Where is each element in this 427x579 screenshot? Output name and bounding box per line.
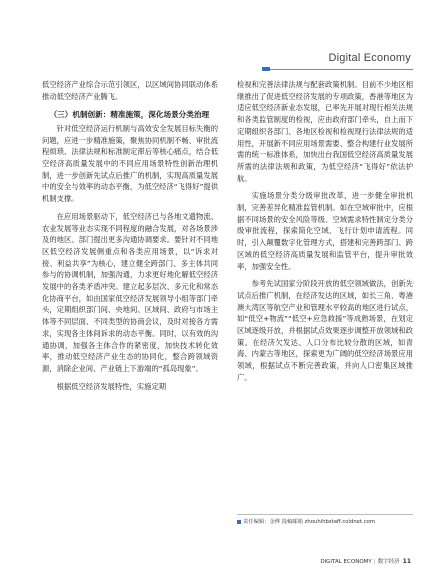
editor-text: 责任编辑：金烨 投稿邮箱 zhouhihbstaff.coidnet.com xyxy=(243,519,376,525)
square-icon xyxy=(237,520,241,524)
paragraph: 根据低空经济发展特性，实施定期 xyxy=(56,381,167,391)
section-heading: （三）机制创新：精准施策，深化场景分类治理 xyxy=(49,110,210,120)
header-rule xyxy=(262,69,413,70)
paragraph-intro: 低空经济产业综合示范引领区，以区域间协同联动体系推动低空经济产业腾飞。 xyxy=(42,80,218,101)
paragraph: 在应用场景驱动下，低空经济已与各地文遗物流、农业发展等业态实现不同程度的融合发展，对各场景涉及的地区、部门提出更多沟通协调要求。要针对不同地区低空经济发展侧重点和各类应用场景，以“诉求对接、利益共享”为核心，建立健全跨部门、多主体共同参与的协调机制，加强沟通，力求更好地化解低空经济发展中的各类矛盾冲突。建立起多层次、多元化和常态化协商平台，如由国家低空经济发展领导小组等部门牵头，定期组织部门间、央地间、区域间、政府与市场主体等不同层面、不同类型的协商会议，及时对接各方需求，实现各主体间诉求的动态平衡。同时，以有效的沟通协调，加强各主体合作的紧密度，加快技术转化效率，推动低空经济产业生态的协同化，整合跨领域资源，消除企业间、产业链上下游端的“孤岛现象”。 xyxy=(42,211,218,373)
paragraph: 参考先试国家分阶段开放的低空领域做法，创新先试点后推广机制，在经济发达的区域，如长三角、粤港澳大湾区等航空产业和管理水平较高的地区进行试点，如“低空+物流”“低空+应急救援”等成熟场景，在划定区域逐级开放，并根据试点效果逐步调整开放领域和政策。在经济欠发达、人口分布比较分散的区域，如青海、内蒙古等地区，探索更为广阔的低空经济场景应用领域，根据试点不断完善政策，并向人口密集区域推广。 xyxy=(237,279,413,382)
footer-brand: DIGITAL ECONOMY xyxy=(320,559,372,565)
paragraph-continued: 检视和完善法律法规与配套政策机制。目前不少地区相继推出了促进低空经济发展的专项政策，香港等地区为适应低空经济新业态发展，已率先开展对现行相关法规和各类监管制度的检视，应由政府部门牵头，自上而下定期组织各部门、各地区检视和检视现行法律法规的适用性，开展新不同应用场景需要、整合构建行业发展所需的统一标准体系，加快出台我国低空经济高质量发展所需的法律法规和政策，为低空经济“飞得好”依法护航。 xyxy=(237,80,413,183)
footer-separator: | xyxy=(373,559,376,565)
paragraph: 针对低空经济运行机制与高效安全发展目标失衡的问题，应进一步精准施策，聚焦协同机制不畅、审批流程烦琐、法律法规和标准制定滞后等核心痛点，结合低空经济高质量发展中的不同应用场景特性创新治理机制，进一步创新先试点后推广的机制，实现高质量发展中的安全与效率的动态平衡，为低空经济“飞得好”提供机制支撑。 xyxy=(42,123,218,204)
footer-brand-cn: 数字经济 xyxy=(377,559,400,565)
header-rule-accent xyxy=(262,67,270,71)
editor-credit xyxy=(237,514,413,525)
section-title: Digital Economy xyxy=(328,52,411,64)
page-footer xyxy=(320,557,411,565)
paragraph: 实施场景分类分级审批改革，进一步健全审批机制，完善差异化精准监管机制。如在空域审批中，应根据不同场景的安全风险等级、空域需求特性制定分类分级审批流程，探索简化空域、飞行计划申请流程。同时，引入颠覆数字化管理方式，搭建和完善跨部门、跨区域的低空经济高质量发展和监管平台，提升审批效率，加强安全性。 xyxy=(237,191,413,271)
right-column xyxy=(237,79,413,384)
page-number: 11 xyxy=(402,558,411,565)
left-column xyxy=(42,79,218,392)
